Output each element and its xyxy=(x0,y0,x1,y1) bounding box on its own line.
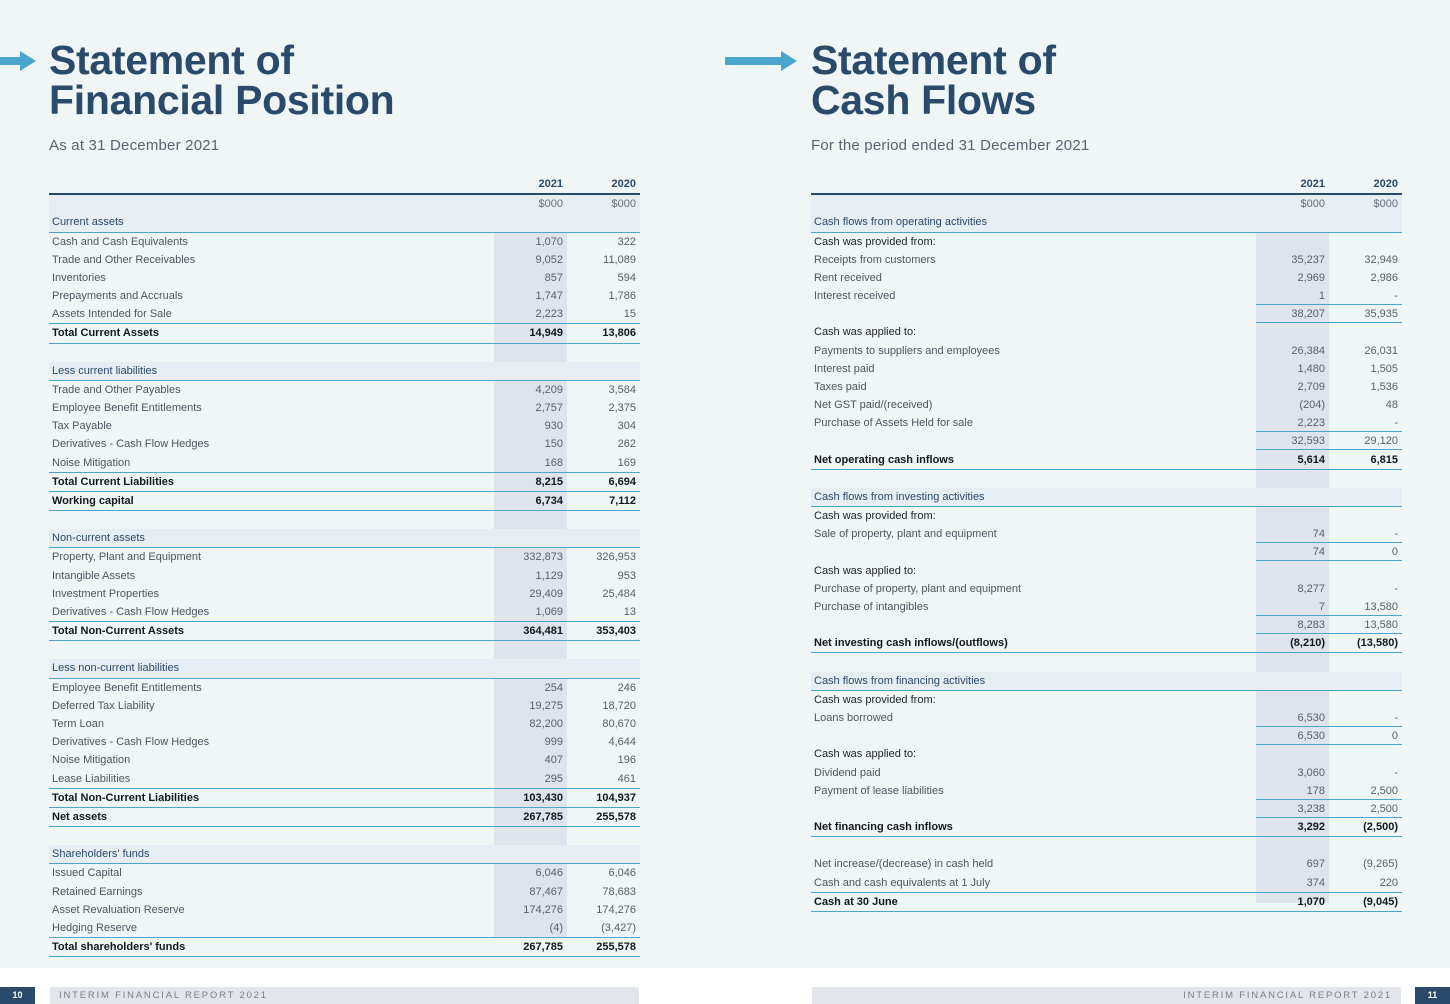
value-2020: 78,683 xyxy=(602,885,636,898)
row-label: Cash was provided from: xyxy=(814,235,936,248)
value-2020: 11,089 xyxy=(603,253,636,266)
section-heading-row xyxy=(49,845,640,864)
value-2020: 322 xyxy=(617,235,636,248)
row-label: Investment Properties xyxy=(52,587,159,600)
value-2021: 8,277 xyxy=(1297,582,1325,595)
section-heading-row xyxy=(811,672,1402,691)
table-row xyxy=(811,414,1402,432)
value-2020: - xyxy=(1329,709,1402,727)
row-label: Net investing cash inflows/(outflows) xyxy=(814,637,1008,650)
value-2021: 254 xyxy=(544,681,563,694)
spacer-row xyxy=(811,653,1402,671)
row-label: Tax Payable xyxy=(52,420,112,433)
row-label: Property, Plant and Equipment xyxy=(52,551,201,564)
value-2020: 326,953 xyxy=(596,551,636,564)
table-header-row xyxy=(811,175,1402,195)
value-2020: 2020 xyxy=(611,178,636,190)
value-2021: 32,593 xyxy=(1256,432,1329,450)
units-row xyxy=(811,195,1402,213)
value-2020: 2,375 xyxy=(608,402,636,415)
table-row xyxy=(811,709,1402,727)
right-arrow-icon xyxy=(725,51,798,71)
table-row xyxy=(811,855,1402,873)
value-2021: 1,747 xyxy=(535,290,563,303)
spacer-row xyxy=(49,641,640,659)
row-label: Asset Revaluation Reserve xyxy=(52,903,185,916)
value-2021: 2,223 xyxy=(1256,414,1329,432)
row-label: Working capital xyxy=(52,494,134,507)
value-2021: 2021 xyxy=(538,178,563,190)
table-row xyxy=(49,548,640,566)
row-label: Purchase of Assets Held for sale xyxy=(814,417,973,430)
value-2021: 8,283 xyxy=(1256,616,1329,634)
left-footer-bar xyxy=(50,987,639,1004)
value-2020: (9,045) xyxy=(1363,895,1398,908)
row-label: Cash and Cash Equivalents xyxy=(52,235,188,248)
spacer-row xyxy=(49,344,640,362)
table-row xyxy=(811,580,1402,598)
total-row xyxy=(49,789,640,808)
value-2021: (204) xyxy=(1299,399,1325,412)
value-2020: 262 xyxy=(617,438,636,451)
value-2020: - xyxy=(1329,287,1402,305)
value-2021: 6,046 xyxy=(535,867,563,880)
subheading-row xyxy=(811,691,1402,709)
value-2021: 87,467 xyxy=(529,885,563,898)
row-label: Less current liabilities xyxy=(52,364,158,377)
row-label: Trade and Other Receivables xyxy=(52,253,196,266)
table-row xyxy=(49,603,640,622)
value-2021: 38,207 xyxy=(1256,305,1329,323)
row-label: Net operating cash inflows xyxy=(814,453,954,466)
value-2021: 2,709 xyxy=(1297,380,1325,393)
row-label: Derivatives - Cash Flow Hedges xyxy=(52,605,210,618)
row-label: Assets Intended for Sale xyxy=(52,308,172,321)
row-label: Hedging Reserve xyxy=(52,921,137,934)
value-2020: 13 xyxy=(623,605,636,618)
total-row xyxy=(811,634,1402,653)
value-2021: 14,949 xyxy=(529,327,563,340)
value-2021: 8,215 xyxy=(535,475,563,488)
table-row xyxy=(49,883,640,901)
subtotal-row xyxy=(811,432,1402,450)
value-2021: 1,070 xyxy=(1297,895,1325,908)
table-row xyxy=(811,287,1402,305)
value-2020: (13,580) xyxy=(1357,637,1398,650)
value-2020: 1,786 xyxy=(608,290,636,303)
value-2021: 2,969 xyxy=(1297,271,1325,284)
row-label: Purchase of intangibles xyxy=(814,600,929,613)
table-row xyxy=(49,454,640,473)
table-row xyxy=(49,435,640,453)
value-2020: $000 xyxy=(1373,198,1398,211)
spacer-row xyxy=(49,827,640,845)
row-label: Net financing cash inflows xyxy=(814,821,953,834)
value-2020: 2,986 xyxy=(1370,271,1398,284)
row-label: Total Non-Current Assets xyxy=(52,625,185,638)
value-2020: 2,500 xyxy=(1329,782,1402,800)
right-footer-text: INTERIM FINANCIAL REPORT 2021 xyxy=(1183,990,1392,1001)
spacer-row xyxy=(49,511,640,529)
value-2021: 9,052 xyxy=(535,253,563,266)
section-heading-row xyxy=(811,213,1402,232)
value-2021: 374 xyxy=(1306,876,1325,889)
row-label: Loans borrowed xyxy=(814,711,893,724)
value-2021: 103,430 xyxy=(523,791,563,804)
table-row xyxy=(811,378,1402,396)
row-label: Sale of property, plant and equipment xyxy=(814,528,997,541)
total-row xyxy=(49,938,640,957)
value-2021: 267,785 xyxy=(523,810,563,823)
row-label: Retained Earnings xyxy=(52,885,143,898)
table-row xyxy=(49,697,640,715)
table-row xyxy=(811,874,1402,893)
value-2021: 74 xyxy=(1256,543,1329,561)
subheading-row xyxy=(811,745,1402,763)
value-2021: 407 xyxy=(544,754,563,767)
value-2020: 255,578 xyxy=(596,810,636,823)
table-row xyxy=(49,733,640,751)
table-row xyxy=(49,919,640,938)
value-2021: 82,200 xyxy=(529,717,563,730)
value-2021: 295 xyxy=(544,772,563,785)
value-2020: 3,584 xyxy=(608,383,636,396)
value-2020: - xyxy=(1394,582,1398,595)
row-label: Total shareholders' funds xyxy=(52,941,186,954)
total-row xyxy=(49,473,640,492)
value-2020: 0 xyxy=(1329,543,1402,561)
value-2020: 13,580 xyxy=(1329,598,1402,616)
value-2020: (2,500) xyxy=(1363,821,1398,834)
row-label: Total Non-Current Liabilities xyxy=(52,791,200,804)
table-row xyxy=(49,679,640,697)
table-row xyxy=(49,567,640,585)
value-2020: 174,276 xyxy=(596,903,636,916)
value-2020: 594 xyxy=(617,271,636,284)
table-row xyxy=(49,715,640,733)
value-2020: $000 xyxy=(611,198,636,211)
value-2020: 1,536 xyxy=(1370,380,1398,393)
subheading-row xyxy=(811,323,1402,341)
value-2020: 6,694 xyxy=(608,475,636,488)
table-row xyxy=(811,251,1402,269)
table-row xyxy=(49,585,640,603)
value-2021: 19,275 xyxy=(529,699,563,712)
row-label: Payments to suppliers and employees xyxy=(814,344,1000,357)
value-2020: - xyxy=(1394,766,1398,779)
row-label: Cash flows from investing activities xyxy=(814,490,985,503)
table-row xyxy=(49,305,640,324)
value-2020: 25,484 xyxy=(602,587,636,600)
value-2020: 13,580 xyxy=(1329,616,1402,634)
row-label: Net GST paid/(received) xyxy=(814,399,933,412)
value-2020: 953 xyxy=(617,569,636,582)
subtotal-row xyxy=(811,616,1402,634)
row-label: Noise Mitigation xyxy=(52,754,131,767)
value-2021: 857 xyxy=(544,271,563,284)
value-2021: 3,060 xyxy=(1297,766,1325,779)
table-row xyxy=(811,342,1402,360)
value-2021: 267,785 xyxy=(523,941,563,954)
value-2021: $000 xyxy=(538,198,563,211)
value-2020: 169 xyxy=(617,456,636,469)
row-label: Net increase/(decrease) in cash held xyxy=(814,858,994,871)
row-label: Derivatives - Cash Flow Hedges xyxy=(52,438,210,451)
right-page-subtitle: For the period ended 31 December 2021 xyxy=(811,137,1090,154)
row-label: Current assets xyxy=(52,216,124,229)
table-row xyxy=(49,233,640,251)
value-2021: 1,129 xyxy=(535,569,563,582)
value-2020: - xyxy=(1329,525,1402,543)
left-page-title: Statement of Financial Position xyxy=(49,37,395,123)
value-2020: 1,505 xyxy=(1370,362,1398,375)
row-label: Less non-current liabilities xyxy=(52,662,180,675)
value-2021: 364,481 xyxy=(523,625,563,638)
subtotal-row xyxy=(811,727,1402,745)
row-label: Dividend paid xyxy=(814,766,881,779)
table-header-row xyxy=(49,175,640,195)
row-label: Cash and cash equivalents at 1 July xyxy=(814,876,991,889)
row-label: Trade and Other Payables xyxy=(52,383,181,396)
table-row xyxy=(49,864,640,882)
value-2020: 32,949 xyxy=(1364,253,1398,266)
row-label: Cash was applied to: xyxy=(814,748,917,761)
subheading-row xyxy=(811,562,1402,580)
value-2021: 174,276 xyxy=(523,903,563,916)
row-label: Rent received xyxy=(814,271,882,284)
row-label: Derivatives - Cash Flow Hedges xyxy=(52,736,210,749)
row-label: Purchase of property, plant and equipment xyxy=(814,582,1022,595)
row-label: Cash flows from operating activities xyxy=(814,216,988,229)
table-row xyxy=(49,751,640,769)
value-2021: 1 xyxy=(1256,287,1329,305)
value-2021: 150 xyxy=(544,438,563,451)
row-label: Interest received xyxy=(814,290,896,303)
value-2020: 353,403 xyxy=(596,625,636,638)
value-2020: 196 xyxy=(617,754,636,767)
value-2020: 4,644 xyxy=(608,736,636,749)
value-2020: 35,935 xyxy=(1329,305,1402,323)
table-row xyxy=(811,396,1402,414)
table-row xyxy=(49,269,640,287)
value-2020: 461 xyxy=(617,772,636,785)
value-2021: 2,223 xyxy=(535,308,563,321)
row-label: Net assets xyxy=(52,810,108,823)
subheading-row xyxy=(811,507,1402,525)
value-2020: 220 xyxy=(1379,876,1398,889)
table-row xyxy=(811,360,1402,378)
right-page-title: Statement of Cash Flows xyxy=(811,37,1056,123)
row-label: Cash at 30 June xyxy=(814,895,898,908)
section-heading-row xyxy=(811,488,1402,507)
right-page-number: 11 xyxy=(1415,987,1450,1004)
value-2020: (9,265) xyxy=(1363,858,1398,871)
value-2020: 246 xyxy=(617,681,636,694)
row-label: Payment of lease liabilities xyxy=(814,784,944,797)
value-2020: 304 xyxy=(617,420,636,433)
table-row xyxy=(49,381,640,399)
cash-flows-table xyxy=(811,175,1402,912)
value-2020: 104,937 xyxy=(596,791,636,804)
value-2021: 3,292 xyxy=(1297,821,1325,834)
value-2021: 697 xyxy=(1306,858,1325,871)
value-2021: 178 xyxy=(1256,782,1329,800)
value-2020: 48 xyxy=(1385,399,1398,412)
value-2021: 5,614 xyxy=(1297,453,1325,466)
value-2021: 6,734 xyxy=(535,494,563,507)
value-2021: 1,069 xyxy=(535,605,563,618)
row-label: Taxes paid xyxy=(814,380,867,393)
total-row xyxy=(811,818,1402,837)
spacer-row xyxy=(811,837,1402,855)
value-2021: 1,070 xyxy=(535,235,563,248)
value-2020: 6,815 xyxy=(1370,453,1398,466)
value-2020: 80,670 xyxy=(602,717,636,730)
value-2020: 29,120 xyxy=(1329,432,1402,450)
value-2021: 4,209 xyxy=(535,383,563,396)
total-row xyxy=(49,622,640,641)
row-label: Employee Benefit Entitlements xyxy=(52,402,202,415)
subtotal-row xyxy=(811,305,1402,323)
value-2021: (8,210) xyxy=(1290,637,1325,650)
table-row xyxy=(49,770,640,789)
row-label: Deferred Tax Liability xyxy=(52,699,155,712)
value-2020: 15 xyxy=(623,308,636,321)
row-label: Interest paid xyxy=(814,362,875,375)
table-row xyxy=(811,782,1402,800)
row-label: Cash was provided from: xyxy=(814,510,936,523)
value-2021: $000 xyxy=(1300,198,1325,211)
value-2020: 18,720 xyxy=(602,699,636,712)
value-2021: 26,384 xyxy=(1291,344,1325,357)
row-label: Lease Liabilities xyxy=(52,772,131,785)
value-2021: (4) xyxy=(549,921,563,934)
section-heading-row xyxy=(49,659,640,678)
table-row xyxy=(49,287,640,305)
value-2021: 6,530 xyxy=(1256,727,1329,745)
value-2021: 332,873 xyxy=(523,551,563,564)
value-2021: 6,530 xyxy=(1256,709,1329,727)
total-row xyxy=(49,324,640,343)
value-2020: 26,031 xyxy=(1364,344,1398,357)
table-row xyxy=(811,525,1402,543)
row-label: Cash was provided from: xyxy=(814,693,936,706)
table-row xyxy=(49,417,640,435)
table-row xyxy=(811,269,1402,287)
row-label: Non-current assets xyxy=(52,532,145,545)
table-row xyxy=(811,764,1402,782)
value-2021: 3,238 xyxy=(1256,800,1329,818)
value-2021: 7 xyxy=(1256,598,1329,616)
row-label: Cash was applied to: xyxy=(814,564,917,577)
row-label: Issued Capital xyxy=(52,867,122,880)
value-2020: 2020 xyxy=(1373,178,1398,190)
row-label: Cash was applied to: xyxy=(814,326,917,339)
value-2021: 1,480 xyxy=(1297,362,1325,375)
value-2020: - xyxy=(1329,414,1402,432)
row-label: Shareholders' funds xyxy=(52,848,150,861)
value-2020: 0 xyxy=(1329,727,1402,745)
section-heading-row xyxy=(49,362,640,381)
units-row xyxy=(49,195,640,213)
spacer-row xyxy=(811,470,1402,488)
value-2020: 6,046 xyxy=(608,867,636,880)
value-2021: 35,237 xyxy=(1291,253,1325,266)
value-2020: (3,427) xyxy=(601,921,636,934)
subheading-row xyxy=(811,233,1402,251)
value-2021: 999 xyxy=(544,736,563,749)
section-heading-row xyxy=(49,213,640,232)
row-label: Term Loan xyxy=(52,717,104,730)
total-row xyxy=(811,451,1402,470)
total-row xyxy=(811,893,1402,912)
table-row xyxy=(49,901,640,919)
value-2021: 2,757 xyxy=(535,402,563,415)
right-footer-bar xyxy=(812,987,1401,1004)
value-2021: 930 xyxy=(544,420,563,433)
subtotal-row xyxy=(811,543,1402,561)
table-row xyxy=(811,598,1402,616)
left-page-number: 10 xyxy=(0,987,35,1004)
table-row xyxy=(49,251,640,269)
value-2020: 13,806 xyxy=(602,327,636,340)
left-arrow-icon xyxy=(0,51,36,71)
row-label: Intangible Assets xyxy=(52,569,136,582)
financial-position-table xyxy=(49,175,640,957)
value-2020: 7,112 xyxy=(609,494,636,507)
total-row xyxy=(49,492,640,511)
value-2020: 255,578 xyxy=(596,941,636,954)
row-label: Total Current Assets xyxy=(52,327,159,340)
row-label: Prepayments and Accruals xyxy=(52,290,183,303)
value-2021: 168 xyxy=(544,456,563,469)
row-label: Cash flows from financing activities xyxy=(814,674,986,687)
value-2021: 74 xyxy=(1256,525,1329,543)
left-footer-text: INTERIM FINANCIAL REPORT 2021 xyxy=(59,990,268,1001)
row-label: Noise Mitigation xyxy=(52,456,131,469)
value-2021: 2021 xyxy=(1300,178,1325,190)
total-row xyxy=(49,808,640,827)
value-2020: 2,500 xyxy=(1329,800,1402,818)
row-label: Receipts from customers xyxy=(814,253,936,266)
table-row xyxy=(49,399,640,417)
left-page-subtitle: As at 31 December 2021 xyxy=(49,137,220,154)
value-2021: 29,409 xyxy=(529,587,563,600)
subtotal-row xyxy=(811,800,1402,818)
row-label: Total Current Liabilities xyxy=(52,475,175,488)
row-label: Employee Benefit Entitlements xyxy=(52,681,202,694)
row-label: Inventories xyxy=(52,271,106,284)
section-heading-row xyxy=(49,529,640,548)
